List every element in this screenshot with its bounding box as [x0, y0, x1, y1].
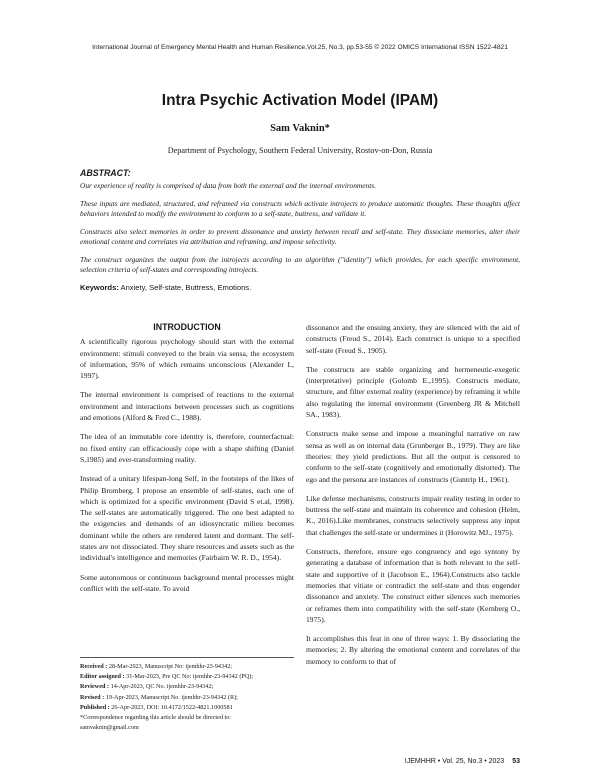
footnote-published — [80, 703, 294, 713]
abstract-paragraph: The construct organizes the output from the introjects according to an algorithm ("identity") which provides, for each specific environment, selection criteria of self-states and corresponding introjects. — [80, 255, 520, 274]
author-affiliation: Department of Psychology, Southern Federal University, Rostov-on-Don, Russia — [167, 146, 433, 155]
footnote-text: 31-Mar-2023, Pre QC No: ijemhhr-23-94342 (PQ); — [124, 673, 254, 681]
body-paragraph: Constructs make sense and impose a meaningful narrative on raw sensa as well as on internal data (Grunberger B., 1979). They are like theories: they yield predictions. But all the output is censored to conform to the self-state (cognitively and emotionally distorted). The ego and the persona are instances of constructs (Guntrip H., 1961). — [306, 429, 520, 484]
footnote-reviewed — [80, 682, 294, 692]
footnote-text: 26-Apr-2023, DOI: 10.4172/1522-4821.1000581 — [109, 703, 233, 711]
keywords — [80, 283, 520, 292]
page-footer — [306, 758, 520, 765]
abstract-paragraph: Constructs also select memories in order to prevent dissonance and anxiety between recall and self-state. They dissociate memories, alter their emotional content and correlates via attribution and reframing, and impose selectivity. — [80, 227, 520, 246]
body-paragraph: Instead of a unitary lifespan-long Self, in the footsteps of the likes of Philip Bromberg, I propose an ensemble of self-states, each one of which is optimized for a specific environment (David S et.al, 1998). The self-states are automatically triggered. The one best adapted to the exigencies and demands of an idiosyncratic milieu becomes dominant while the others are rendered latent and dormant. The self-states are not dissociated. They share resources and assets such as the individual's intelligence and memories (Fairbairn W. R. D., 1954). — [80, 474, 294, 563]
article-footnotes — [80, 657, 294, 733]
body-paragraph: dissonance and the ensuing anxiety, they are silenced with the aid of constructs (Freud S., 2014). Each construct is unique to a specified self-state (Freud S., 1905). — [306, 323, 520, 355]
running-header: International Journal of Emergency Mental Health and Human Resilience,Vol.25, No.3, pp.53-55 © 2022 OMICS International ISSN 1522-4821 — [92, 44, 508, 51]
body-paragraph: The constructs are stable organizing and hermeneutic-exegetic (interpretative) principle (Golomb E.,1995). Constructs mediate, structure, and filter external reality (experience) by reframing it while also regulating the internal environment (Greenberg JR & Mitchell SA., 1983). — [306, 364, 520, 420]
left-column — [80, 322, 294, 602]
keywords-label: Keywords: — [80, 283, 119, 292]
right-column — [306, 322, 520, 675]
author-name: Sam Vaknin* — [270, 123, 330, 134]
footnote-editor — [80, 672, 294, 682]
abstract-block — [80, 168, 520, 292]
body-paragraph: Like defense mechanisms, constructs impair reality testing in order to buttress the self-state and maintain its coherence and cohesion (Helm, K., 2016).Like membranes, constructs selectively suppress any input that challenges the self-state or undermines it (Horowitz MJ., 1975). — [306, 493, 520, 537]
introduction-heading: INTRODUCTION — [153, 322, 221, 332]
footnote-label: Published : — [80, 703, 110, 711]
abstract-paragraph: Our experience of reality is comprised of data from both the external and the internal environments. — [80, 181, 376, 190]
footnote-received — [80, 662, 294, 672]
footnote-revised — [80, 693, 294, 703]
footnote-text: 28-Mar-2023, Manuscript No: ijemhhr-23-94342; — [107, 663, 233, 670]
correspondence-email: samvaknin@gmail.com — [80, 724, 139, 732]
body-paragraph: The idea of an immutable core identity is, therefore, counterfactual: no fixed entity can efficaciously cope with a shape shifting (Daniel S,1985) and ever-transforming reality. — [80, 432, 294, 464]
body-paragraph: Constructs, therefore, ensure ego congruency and ego syntony by generating a database of information that is both relevant to the self-state and supportive of it (Jacobson E., 1964).Constructs also tackle memories that vitiate or contradict the self-state and thus engender dissonance and anxiety. The construct either silences such memories or reframes them into compatibility with the self-state (Kernberg O., 1975). — [306, 547, 520, 624]
footnote-correspondence: *Correspondence regarding this article should be directed to: — [80, 714, 232, 722]
body-paragraph: A scientifically rigorous psychology should start with the external environment: stimuli conveyed to the brain via sensa, the ecosystem of information, 95% of which remains unconscious (Alexander L, 1997). — [80, 337, 294, 381]
body-paragraph: The internal environment is comprised of reactions to the external environment and interactions between processes such as cognitions and emotions (Alford & Fred C., 1988). — [80, 390, 294, 423]
footnote-label: Editor assigned : — [80, 673, 125, 681]
footnote-label: Received : — [80, 663, 108, 670]
footnote-label: Revised : — [80, 693, 105, 701]
article-title: Intra Psychic Activation Model (IPAM) — [161, 92, 439, 109]
body-paragraph: Some autonomous or continuous background mental processes might conflict with the self-state. To avoid — [80, 572, 294, 593]
keywords-list: Anxiety, Self-state, Buttress, Emotions. — [118, 283, 252, 292]
abstract-paragraph: These inputs are mediated, structured, and reframed via constructs which activate introjects to produce automatic thoughts. These thoughts affect behaviors intended to modify the environment to conform to a self-state, buttress, and validate it. — [80, 199, 520, 218]
body-paragraph: It accomplishes this feat in one of three ways: 1. By dissociating the memories; 2. By altering the emotional content and correlates of the memory to conform to that of — [306, 634, 520, 666]
abstract-heading: ABSTRACT: — [80, 168, 131, 178]
footnote-text: 19-Apr-2023, Manuscript No. ijemhhr-23-94342 (R); — [104, 693, 238, 701]
footer-journal-issue: IJEMHHR • Vol. 25, No.3 • 2023 — [404, 758, 505, 765]
page-number: 53 — [512, 758, 520, 765]
footnote-text: 14-Apr-2023, QC No. ijemhhr-23-94342; — [109, 683, 214, 691]
footnote-label: Reviewed : — [80, 683, 110, 691]
